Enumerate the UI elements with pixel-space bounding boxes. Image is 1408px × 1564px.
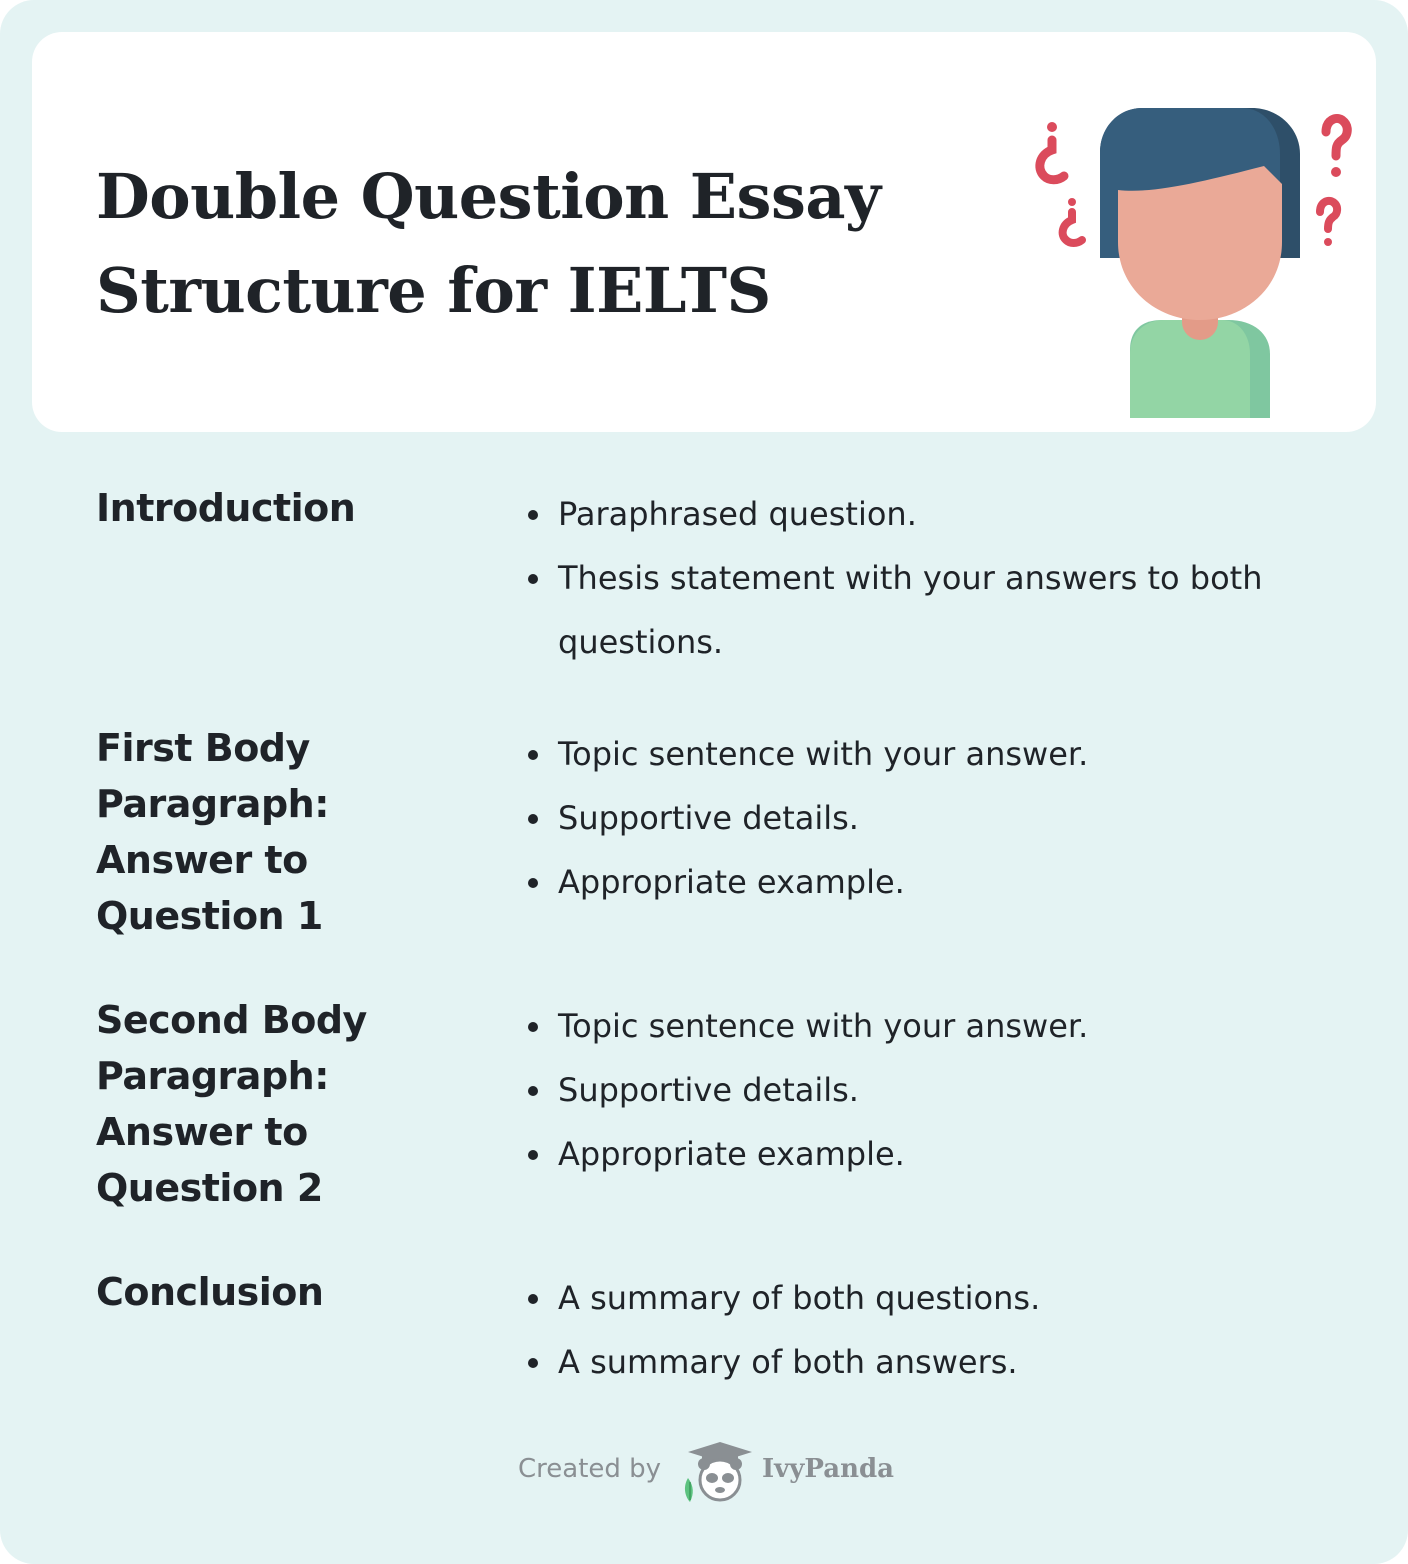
heading-line: Conclusion [96,1270,324,1314]
brand-name: IvyPanda [762,1454,895,1484]
heading-line: Question 2 [96,1166,323,1210]
title-line-1: Double Question Essay [96,160,881,233]
bullet-list-second-body [520,994,1340,1186]
bullet-list-first-body [520,722,1340,914]
section-heading-introduction [96,480,456,536]
list-item: Appropriate example. [520,850,1340,914]
page-title [96,150,956,338]
heading-line: Paragraph: [96,782,329,826]
section-heading-first-body [96,720,456,944]
heading-line: First Body [96,726,310,770]
confused-person-icon [1002,72,1352,432]
ivypanda-logo-icon [680,1438,760,1504]
list-item: Supportive details. [520,1058,1340,1122]
title-line-2: Structure for IELTS [96,254,771,327]
header-panel [32,32,1376,432]
list-item: Topic sentence with your answer. [520,994,1340,1058]
bullet-list-conclusion [520,1266,1340,1394]
heading-line: Second Body [96,998,367,1042]
section-heading-conclusion [96,1264,456,1320]
list-item: Topic sentence with your answer. [520,722,1340,786]
heading-line: Question 1 [96,894,323,938]
list-item: Appropriate example. [520,1122,1340,1186]
section-heading-second-body [96,992,456,1216]
heading-line: Answer to [96,838,308,882]
heading-line: Answer to [96,1110,308,1154]
list-item: A summary of both questions. [520,1266,1340,1330]
list-item: Supportive details. [520,786,1340,850]
heading-line: Paragraph: [96,1054,329,1098]
list-item: A summary of both answers. [520,1330,1340,1394]
list-item: Paraphrased question. [520,482,1340,546]
list-item: Thesis statement with your answers to both questions. [520,546,1340,674]
created-by-label: Created by [518,1454,662,1484]
bullet-list-introduction [520,482,1340,674]
heading-line: Introduction [96,486,356,530]
footer-credit [518,1438,898,1508]
